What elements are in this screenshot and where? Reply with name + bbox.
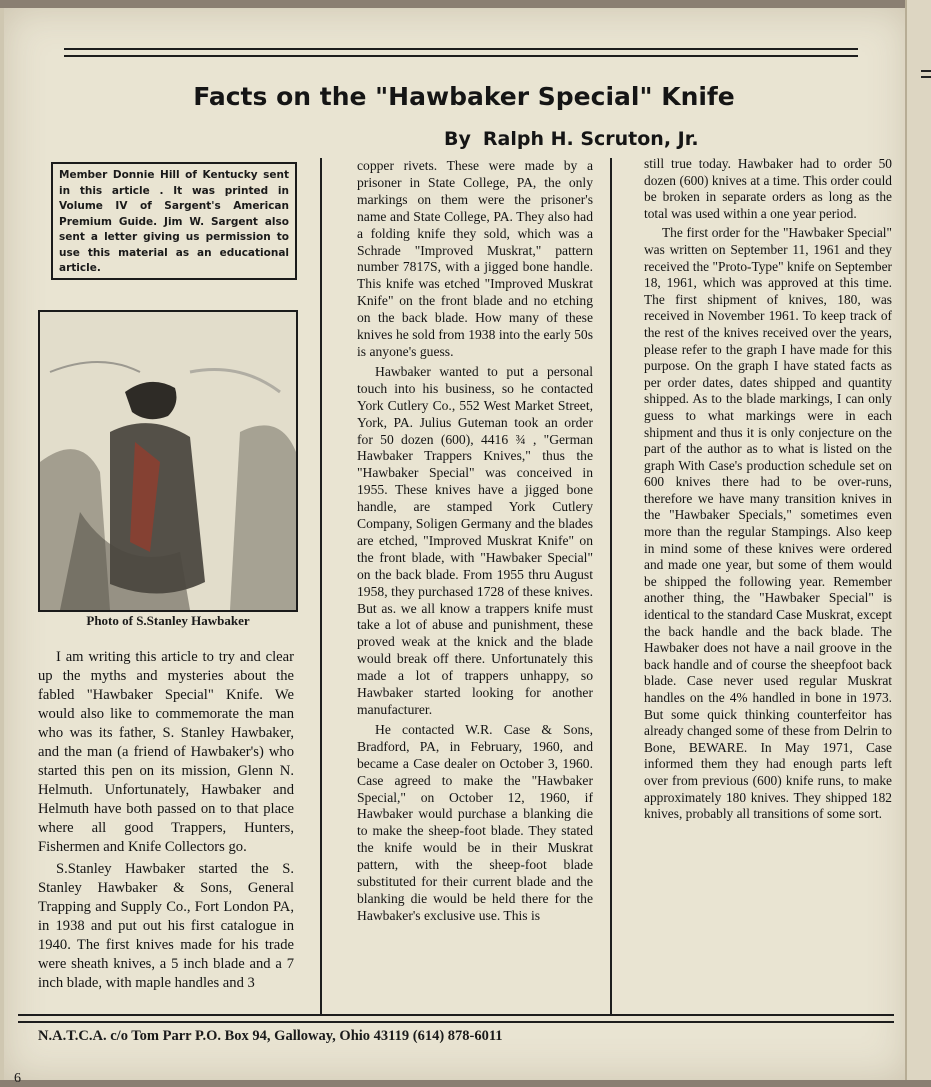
adjacent-page-rule bbox=[921, 70, 931, 72]
adjacent-page-edge bbox=[905, 0, 931, 1080]
author-name: Ralph H. Scruton, Jr. bbox=[482, 128, 699, 150]
column-2-paragraph-3: He contacted W.R. Case & Sons, Bradford, PA, in February, 1960, and became a Case dealer on October 3, 1960. Case agreed to make the "Hawbaker Special," on October 12, 1960, if Hawbaker would purchase a blanking die to make the sheep-foot blade. They stated the knife would be in their Muskrat pattern, with the sheep-foot blade substituted for their current blade and the blanking die would be held there for the Hawbaker's exclusive use. This is bbox=[357, 721, 593, 923]
article-column-2 bbox=[357, 158, 593, 1014]
portrait-photo bbox=[38, 310, 298, 612]
portrait-photo-illustration bbox=[40, 312, 296, 610]
article-title: Facts on the "Hawbaker Special" Knife bbox=[193, 82, 735, 111]
column-2-paragraph-2: Hawbaker wanted to put a personal touch into his business, so he contacted York Cutlery Co., 552 West Market Street, York, PA. Julius Guteman took an order for 50 dozen (600), 4416 ¾ , "German Hawbaker Trappers Knives," thus the "Hawbaker Special" was conceived in 1955. These knives have a jigged bone handle, are stamped York Cutlery Company, Soligen Germany and the blades are etched, "Improved Muskrat Knife" on the front blade, with "Hawbaker Special" on the back blade. From 1955 thru August 1958, they purchased 1728 of these knives. But as. we all know a trappers knife must take a lot of abuse and punishment, these proved weak at the knick and the blade would break off there. Unfortunately this made a lot of trappers unhappy, so Hawbaker started looking for another manufacturer. bbox=[357, 363, 593, 717]
bottom-double-rule bbox=[18, 1014, 894, 1023]
editor-note-box: Member Donnie Hill of Kentucky sent in this article . It was printed in Volume IV of Sargent's American Premium Guide. Jim W. Sargent also sent a letter giving us permission to use this material as an educational article. bbox=[51, 162, 297, 280]
photo-caption: Photo of S.Stanley Hawbaker bbox=[86, 613, 250, 628]
article-column-3 bbox=[644, 156, 892, 994]
top-double-rule bbox=[64, 48, 858, 57]
column-divider-right bbox=[610, 158, 612, 1014]
column-1-paragraph-2: S.Stanley Hawbaker started the S. Stanley Hawbaker & Sons, General Trapping and Supply Co., Fort London PA, in 1938 and put out his first catalogue in 1940. The first knives made for his trade were sheath knives, a 5 inch blade and a 7 inch blade, with maple handles and 3 bbox=[38, 861, 294, 991]
article-column-1 bbox=[38, 648, 294, 1014]
column-3-paragraph-2: The first order for the "Hawbaker Special" was written on September 11, 1961 and they received the "Proto-Type" knife on September 18, 1961, which was approved at this time. The first shipment of knives, 180, was received in November 1961. To keep track of the rest of the knives received over the years, please refer to the graph I have made for this purpose. On the graph I have stated facts as per order dates, dates shipped and quantity shipped. As to the blade markings, I can only guess to what markings were in each shipment and thus it is only conjecture on the part of the author as to what is listed on the graph With Case's production schedule set on 600 knives there had to be over-runs, therefore we have many transition knives in the "Hawbaker Specials," sometimes even more than the regular Stampings. Also keep in mind some of these knives were ordered and made one year, but some of them would be shipped the following year. Remember another thing, the "Hawbaker Special" is identical to the standard Case Muskrat, except the back handle and the back blade. The Hawbaker does not have a nail groove in the back handle and of course the sheepfoot back blade. Case never used regular Muskrat handles on the 4% handled in bone in 1973. But some quick thinking counterfeitor has already changed some of these from Delrin to Bone, BEWARE. In May 1971, Case informed them they had enough parts left over from previous (600) knife runs, to make approximately 180 knives. They shipped 182 knives, probably all transitions of some sort. bbox=[644, 225, 892, 822]
footer-address: N.A.T.C.A. c/o Tom Parr P.O. Box 94, Galloway, Ohio 43119 (614) 878-6011 bbox=[38, 1028, 503, 1044]
magazine-page bbox=[0, 8, 909, 1086]
column-2-paragraph-1: copper rivets. These were made by a prisoner in State College, PA, the only markings on them were the prisoner's name and State College, PA. They also had a folding knife they sold, which was a Schrade "Improved Muskrat," pattern number 7817S, with a jigged bone handle. This knife was etched "Improved Muskrat Knife" on the front blade and no etching on the back blade. How many of these knives he sold from 1938 into the early 50s is anyone's guess. bbox=[357, 158, 593, 359]
column-3-paragraph-1: still true today. Hawbaker had to order 50 dozen (600) knives at a time. This order could be broken in separate orders as long as the total was used within a one year period. bbox=[644, 156, 892, 221]
page-number: 6 bbox=[14, 1071, 21, 1086]
byline-prefix: By bbox=[444, 128, 471, 150]
column-1-paragraph-1: I am writing this article to try and clear up the myths and mysteries about the fabled "Hawbaker Special" Knife. We would also like to commemorate the man who was its father, S. Stanley Hawbaker, and the man (a friend of Hawbaker's) who started this pen on its mission, Glenn N. Helmuth. Unfortunately, Hawbaker and Helmuth have both passed on to that place where all good Trappers, Hunters, Fishermen and Knife Collectors go. bbox=[38, 649, 294, 855]
byline bbox=[444, 128, 699, 150]
column-divider-left bbox=[320, 158, 322, 1016]
